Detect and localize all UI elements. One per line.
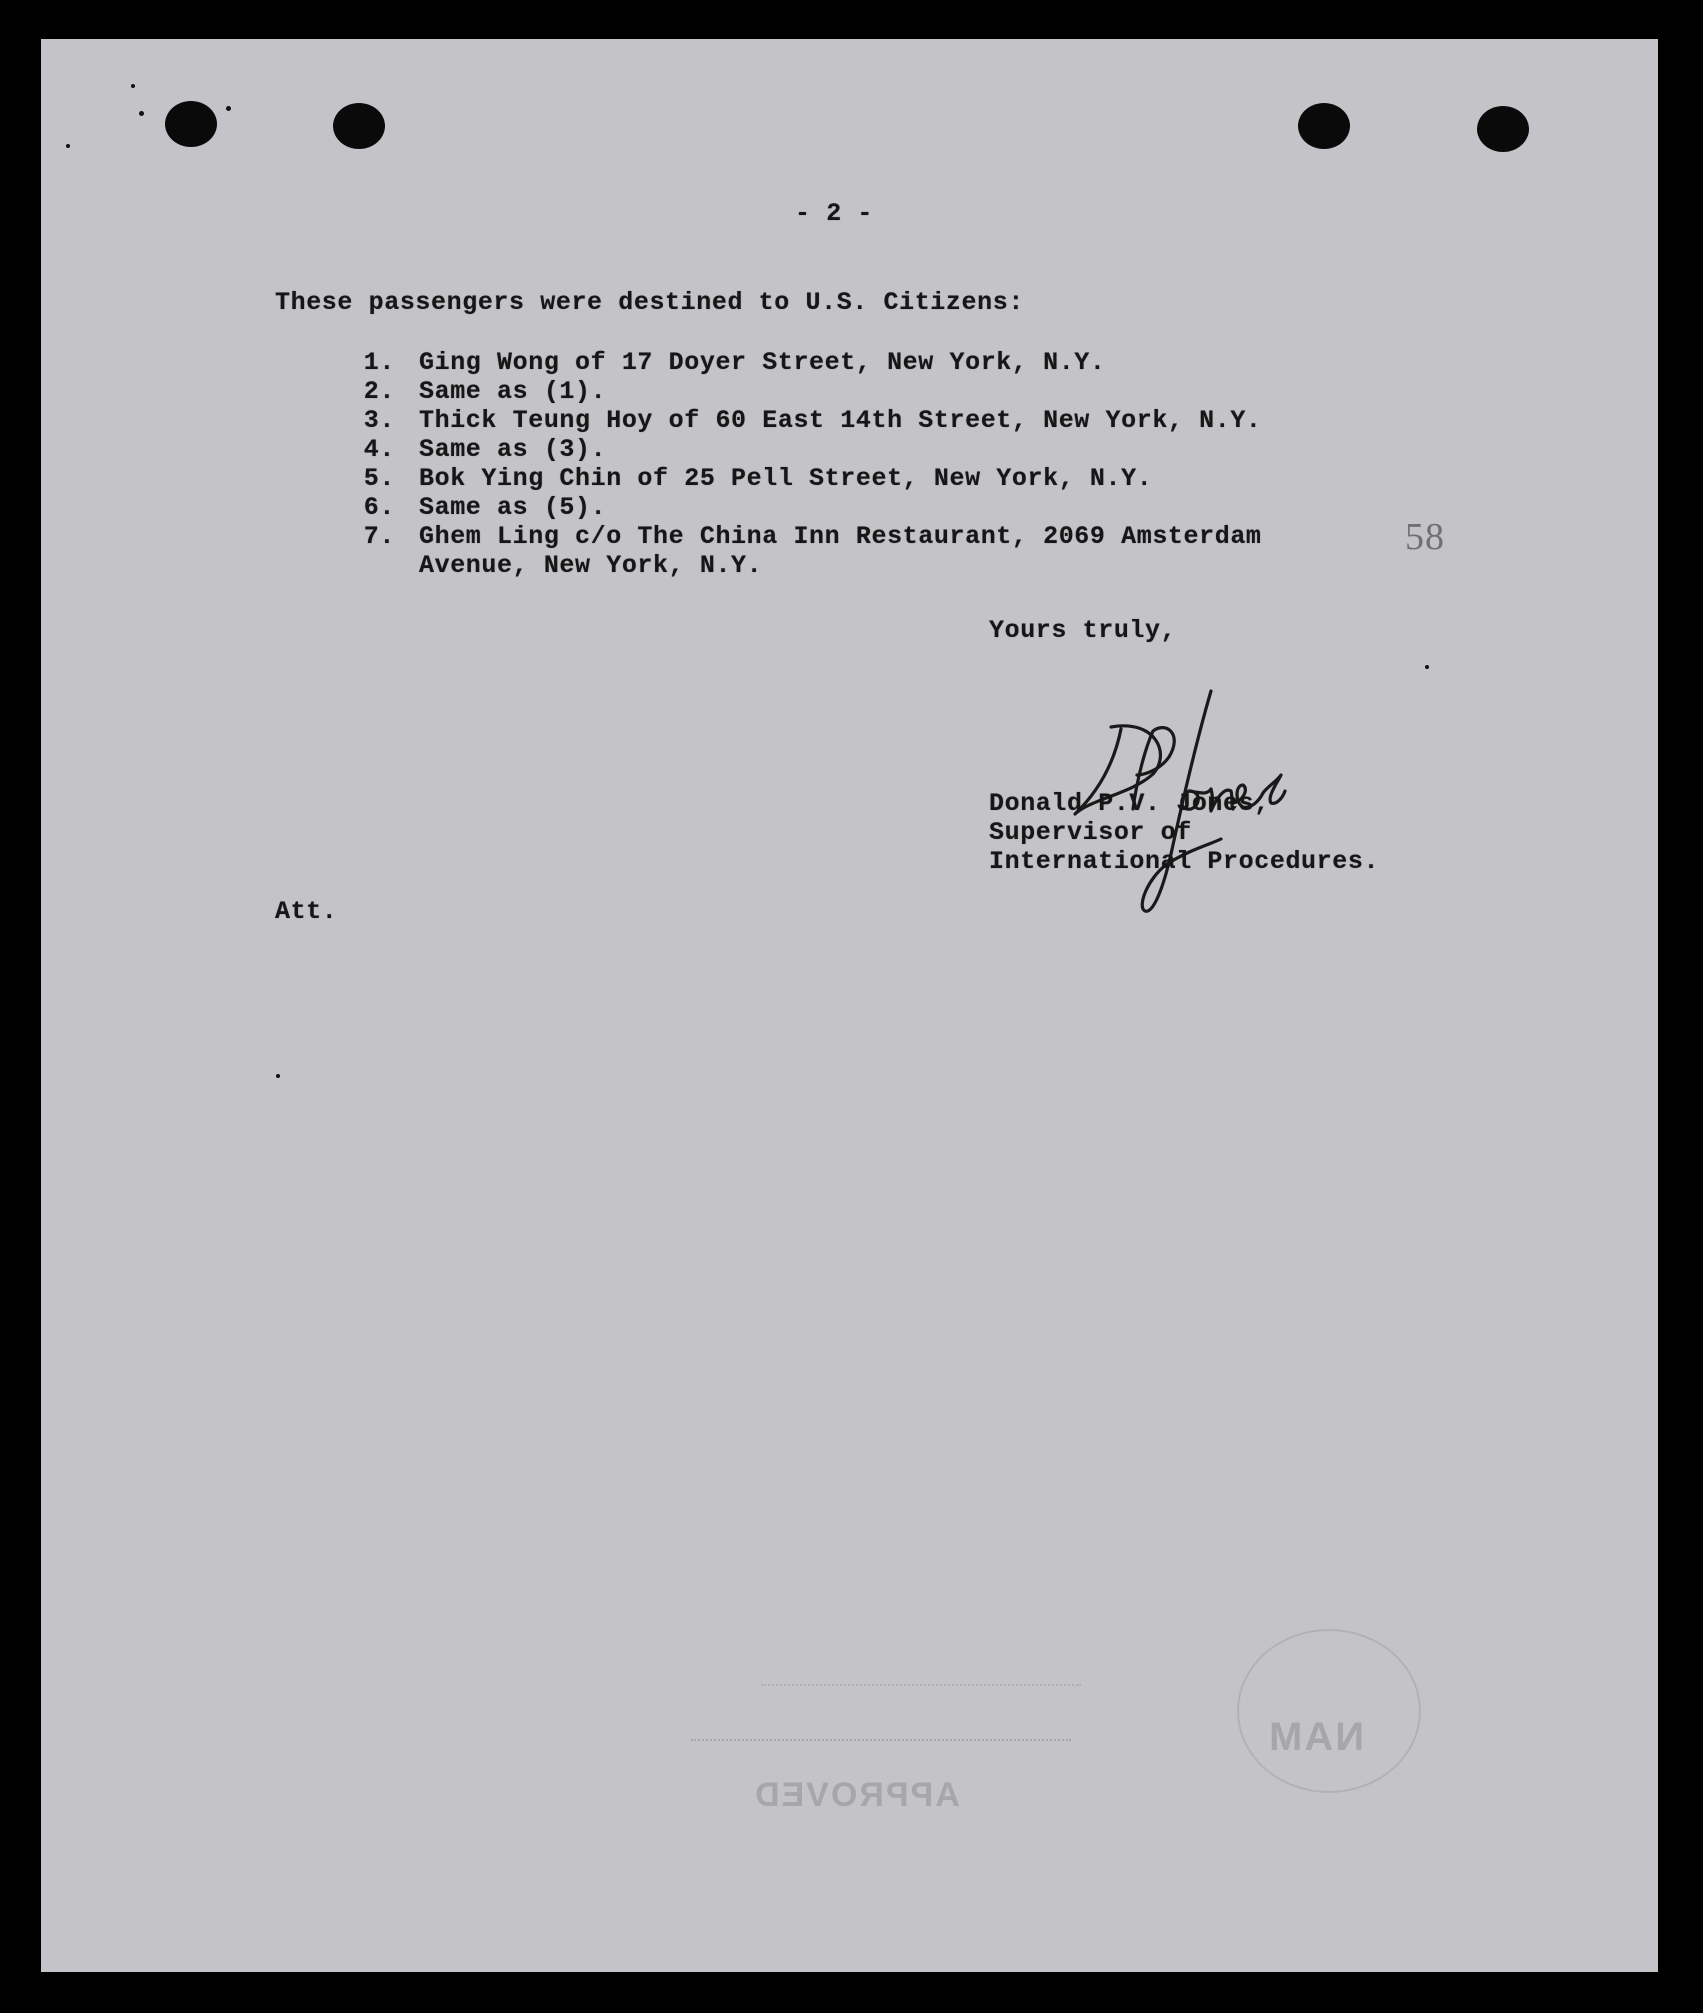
ink-speck [66,144,70,148]
attachment-note: Att. [275,897,338,926]
list-text: Ghem Ling c/o The China Inn Restaurant, 2069 Amsterdam [419,522,1262,551]
punch-hole [165,101,217,147]
punch-hole [1298,103,1350,149]
list-number: 3. [363,406,395,435]
page-number: - 2 - [795,199,874,228]
bleed-through-seal [1237,1629,1421,1793]
punch-hole [1477,106,1529,152]
closing: Yours truly, [989,616,1177,645]
list-number: 2. [363,377,395,406]
signer-title-1: Supervisor of [989,818,1192,847]
bleed-through-stamp: APPROVED [753,1776,960,1814]
list-number: 4. [363,435,395,464]
list-text: Same as (1). [419,377,607,406]
ink-speck [226,106,231,111]
list-text: Same as (5). [419,493,607,522]
list-number: 6. [363,493,395,522]
punch-hole [333,103,385,149]
list-text: Same as (3). [419,435,607,464]
list-text: Avenue, New York, N.Y. [419,551,763,580]
passenger-list [347,348,1397,588]
bleed-through-stamp: NAM [1267,1715,1365,1759]
list-number: 5. [363,464,395,493]
list-text: Ging Wong of 17 Doyer Street, New York, N.Y. [419,348,1106,377]
margin-number: 58 [1405,516,1445,558]
ink-speck [276,1074,280,1078]
intro-line: These passengers were destined to U.S. Citizens: [275,288,1024,317]
list-number: 1. [363,348,395,377]
signer-name: Donald P.V. Jones, [989,789,1270,818]
ink-speck [131,84,135,88]
bleed-through-dotted-line [691,1739,1071,1741]
list-text: Bok Ying Chin of 25 Pell Street, New York, N.Y. [419,464,1153,493]
ink-speck [139,111,144,116]
ink-speck [1425,665,1429,669]
list-text: Thick Teung Hoy of 60 East 14th Street, New York, N.Y. [419,406,1262,435]
bleed-through-dotted-line [761,1684,1081,1686]
signer-title-2: International Procedures. [989,847,1380,876]
document-page [41,39,1658,1972]
list-number: 7. [363,522,395,551]
